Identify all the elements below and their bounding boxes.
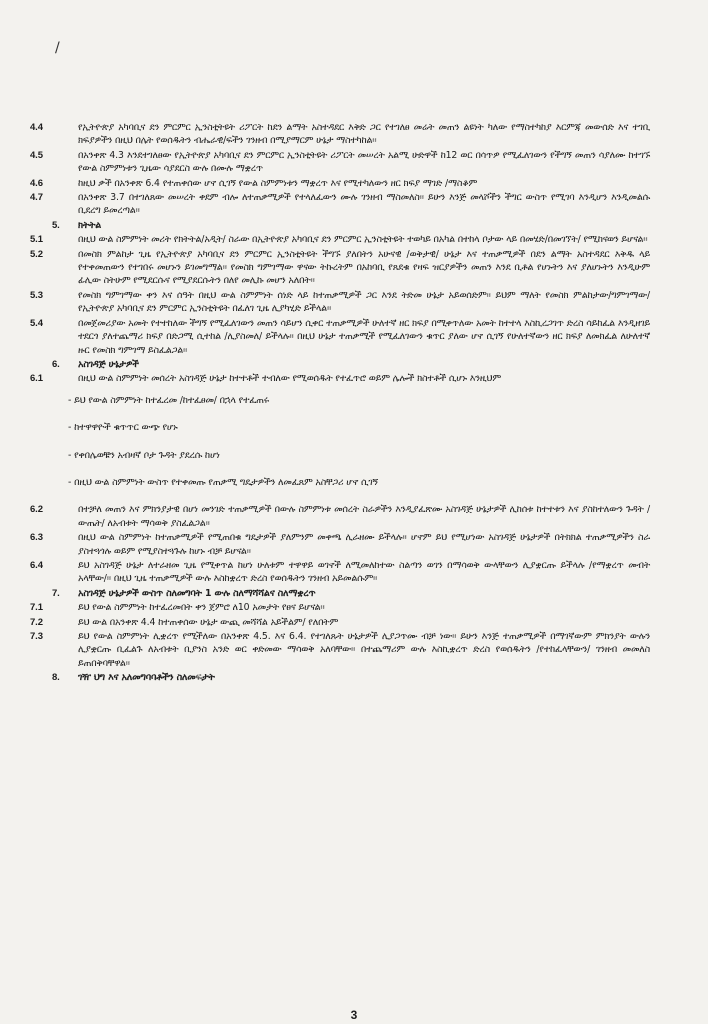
section-title: አስገዳጅ ሁኔታዎች bbox=[78, 358, 139, 370]
clause-number: 7.3 bbox=[30, 631, 43, 642]
clause-number: 6.1 bbox=[30, 373, 43, 385]
bullet-item: - ይህ የውል ስምምነት ከተፈረመ /ከተፈፀመ/ በኋላ የተፈጠሩ bbox=[68, 394, 269, 406]
clause-number: 5. bbox=[52, 219, 60, 231]
clause-number: 7. bbox=[52, 587, 60, 599]
clause-item bbox=[30, 531, 650, 558]
clause-number: 7.2 bbox=[30, 616, 43, 628]
clause-number: 8. bbox=[52, 672, 60, 684]
clause-number: 7.1 bbox=[30, 602, 43, 614]
clause-text: ይህ የውል ስምምነት ሊቋረጥ የሚችለው በአንቀጽ 4.5. እና 6.4. የተገለጹት ሁኔታዎች ሊያጋጥሙ ብቻ ነው፡፡ ይሁን እንጅ ተጠቃሚዎች በማገኛውም ምክንያት ውሉን ሊያቋርጡ ቢፈልጉ ለአብቱት ቢያንስ አንድ ወር ቀድመው ማሳወቅ አለባቸው፡፡ በተጨማሪም ውሉ እስኪቋረጥ ድረስ የወሰዱትን /የተከፈላቸውን/ ገንዘብ መመለስ ይጠበቅባቸዋል፡፡ bbox=[78, 631, 650, 669]
clause-text: የኢትዮጵያ አካባቢና ደን ምርምር ኢንስቲትዩት ሪፖርት ከደን ልማት አስተዳደር እቅድ ጋር የተገለፀ መሬት መጠን ልዩነት ካለው የማስተካከያ እርምጃ መውሰድ እና ተገቢ ክፍያዎችን በዚህ በሌት የወሰዱትን ብሔራዊ/ፍችን ገንዘብ በሚያማርም ሁኔታ ማስተካከል፡፡ bbox=[78, 122, 650, 147]
clause-text: በአንቀጽ 4.3 እንደተገለፀው የኢትዮጵያ አካባቢና ደን ምርምር ኢንስቲትዩት ሪፖርት መሠረት አልሚ ሁድዋች ከ12 ወር በሳጥዎ የሚፈለገውን የችግኝ መጠን ሳያለሙ ከተገኙ የውል ስምምነቱን ጊዜው ሳያደርስ ውሉ በሙሉ ማቋረጥ bbox=[78, 149, 650, 175]
section-heading bbox=[30, 671, 650, 684]
clause-number: 5.3 bbox=[30, 289, 43, 301]
document-body bbox=[30, 121, 650, 686]
clause-number: 5.4 bbox=[30, 317, 43, 329]
clause-text: በዚህ ውል ስምምነት መሰረት አስገዳጅ ሁኔታ ከተተቶች ተብለው የሚወሰዱት የተፈጥሮ ወይም ሌሎች ክስተቶች ሲሆኑ እንዚህም bbox=[78, 373, 501, 385]
clause-text: ይህ የውል ስምምነት ከተፈረመበት ቀን ጀምሮ ለ10 አመታት የፀና ይሆናል፡፡ bbox=[78, 602, 325, 614]
clause-number: 4.4 bbox=[30, 122, 43, 133]
clause-number: 6.3 bbox=[30, 532, 43, 544]
clause-item bbox=[30, 248, 650, 288]
section-title: ክትትል bbox=[78, 219, 102, 231]
clause-text: በአንቀጽ 3.7 በተገለጸው መሠረት ቀደም ብሎ ለተጠቃሚዎች የተላለፈውን ሙሉ ገንዘብ ማስመለስ፡፡ ይሁን እንጅ መላሾችን ችግር ውስጥ የሚገባ እንዲሆን እንዲመልሱ ቢደረግ ይመረጣል፡፡ bbox=[78, 192, 650, 217]
clause-number: 5.1 bbox=[30, 234, 43, 246]
clause-number: 6. bbox=[52, 358, 60, 370]
pen-mark: / bbox=[55, 40, 60, 56]
clause-text: በመጀመሪያው አመት የተተከለው ችግኝ የሚፈለገውን መጠን ሳይሆን ሲቀር ተጠቃሚዎች ሁለተኛ ዘር ክፍያ በሚቀጥለው አመት ከተተላ እስኪረጋገጥ ድረስ ሳይከፈል እንዲዘገይ ተደርጎ ያለተጨማሪ ክፍያ በድጋሚ ሲተከል /ሊያስመለ/ ይችላሉ፡፡ በዚህ ሁኔታ ተጠቃሚች የሚፈለገውን ቁጥር ያለው ሆኖ ሲገኝ የሁለተኛውን ዘር ክፍያ ለመክፈል ለሁለተኛ ዙር የመስክ ግምገማ ይስፈልጋል፡፡ bbox=[78, 317, 650, 356]
clause-number: 6.4 bbox=[30, 559, 43, 571]
section-title: ገዥ ህግ እና አለመግባባቶችን ስለመፍታት bbox=[78, 672, 215, 684]
clause-text: የመስክ ግምገማው ቀን እና ሰዓት በዚህ ውል ስምምነት ሰነድ ላይ ከተጠቃሚዎች ጋር እንደ ትድመ ሁኔታ አይወሰድም፡፡ ይህም ማለት የመስክ ምልከታው/ግምገማው/ የኢትዮጵያ አካባቢና ደን ምርምር ኢንስቲትዩት በፈለገ ጊዜ ሊያካሂድ ይችላል፡፡ bbox=[78, 289, 650, 315]
clause-text: በተቻለ መጠን እና ምክንያታዊ በሆነ መንገድ ተጠቃሚዎች በውሉ ስምምነቱ መሰረት ስራዎችን እንዲያፈጽሙ አስገዳጅ ሁኔታዎች ሊከሰቱ ከተተቱን እና ያስከተለውን ጉዳት /ውጤት/ ለአብቱት ማሳወቅ ያስፈልጋል፡፡ bbox=[78, 504, 650, 529]
clause-item bbox=[30, 289, 650, 316]
section-title: አስገዳጅ ሁኔታዎች ውስጥ ስለመግባት 1 ውሉ ስለማሻሻልና ስለማቋረጥ bbox=[78, 587, 316, 599]
clause-item bbox=[30, 149, 650, 176]
clause-text: በዚህ ውል ስምምነት መሪት የክትትል/አዲት/ ስራው በኢትዮጵያ አካባቢና ደን ምርምር ኢንስቲትዩት ተወካይ በአካል በተከላ ቦታው ላይ በመሄድ/በመገኘት/ የሚከናወን ይሆናል፡፡ bbox=[78, 234, 648, 246]
bullet-list bbox=[30, 394, 650, 490]
clause-text: ከዚህ ቃች በአንቀጽ 6.4 የተጠቀሰው ሆኖ ሲገኝ የውል ስምምነቱን ማቋረጥ እና የሚተካለውን ዘር ክፍያ ማገድ /ማስቆም bbox=[78, 177, 478, 189]
clause-list-1 bbox=[30, 121, 650, 386]
clause-item bbox=[30, 616, 650, 629]
clause-number: 4.7 bbox=[30, 192, 43, 204]
clause-text: በመስክ ምልከታ ጊዜ የኢትዮጵያ አካባቢና ደን ምርምር ኢንስቲትዩት ችግኙ ያለበትን አሁናዊ /ወቅታዊ/ ሁኔታ እና ተጠቃሚዎች በደን ልማት አስተዳደር እቅዱ ላይ የተቀመጠውን የተገበሩ መሆኑን ይገመግማል፡፡ የመስክ ግምገማው ዋናው ትኩረትም በአከባቢ የጸደቁ የዛፍ ዝርያዎችን መጠን እንደ ቢቶል የሆኑትን እና ያለሆኑትን እንዲሁም ፊሊው ስትሁም የሚደርሱና የሚያደርሱትን በለየ መሊኩ መሆን አለበት፡፡ bbox=[78, 248, 650, 287]
bullet-item: - የቀበሌወቹን አብዛኛ ቦታ ጉዳት ያደረሱ ከሆነ bbox=[68, 449, 220, 461]
clause-item bbox=[30, 372, 650, 385]
clause-number: 5.2 bbox=[30, 248, 43, 260]
clause-item bbox=[30, 601, 650, 614]
clause-text: ይህ ውል በአንቀጽ 4.4 ከተጠቀሰው ሁኔታ ውጪ መሻሻል አይችልም/ የለበትም bbox=[78, 616, 339, 628]
bullet-item: - በዚህ ውል ስምምነት ውስጥ የተቀመጡ የጠቃሚ ግዴታዎችን ለመፈጸም አስቸጋሪ ሆኖ ሲገኝ bbox=[68, 476, 378, 488]
page-number: 3 bbox=[350, 1008, 358, 1022]
clause-item bbox=[30, 317, 650, 357]
section-heading bbox=[30, 358, 650, 371]
clause-number: 4.5 bbox=[30, 149, 43, 161]
clause-item bbox=[30, 630, 650, 670]
clause-item bbox=[30, 503, 650, 530]
clause-item bbox=[30, 177, 650, 190]
clause-text: በዚህ ውል ስምምነት ከተጠቃሚዎች የሚጠበቁ ግዴታዎች ያለምንም መቀጫ ሊራዘሙ ይችላሉ፡፡ ሆኖም ይህ የሚሆነው አስገዳጅ ሁኔታዎች በትክክል ተጠቃሚዎችን ስራ ያስተጓጎሉ ወይም የሚያስተጓጉሉ ከሆኑ ብቻ ይሆናል፡፡ bbox=[78, 532, 650, 557]
clause-list-2 bbox=[30, 503, 650, 684]
clause-item bbox=[30, 191, 650, 218]
bullet-item: - ከተዋዋዮች ቁጥጥር ውጭ የሆኑ bbox=[68, 422, 178, 434]
clause-item bbox=[30, 559, 650, 586]
clause-item bbox=[30, 121, 650, 148]
clause-number: 4.6 bbox=[30, 177, 43, 189]
clause-number: 6.2 bbox=[30, 504, 43, 516]
clause-text: ይህ አስገዳጅ ሁኔታ ለተራዘመ ጊዜ የሚቀጥል ከሆነ ሁለቱም ተዋዋይ ወገኖች ለሚመለከተው ስልጣን ወገን በማሳወቅ ውላቸውን ሊያቋርጡ ይችላሉ /የማቋረጥ መብት አላቸው/፡፡ በዚህ ጊዜ ተጠቃሚዎች ውሉ እስከቋረጥ ድረስ የወሰዱትን ገንዘብ አይመልሱም፡፡ bbox=[78, 559, 650, 585]
clause-item bbox=[30, 233, 650, 246]
section-heading bbox=[30, 219, 650, 232]
section-heading bbox=[30, 587, 650, 600]
